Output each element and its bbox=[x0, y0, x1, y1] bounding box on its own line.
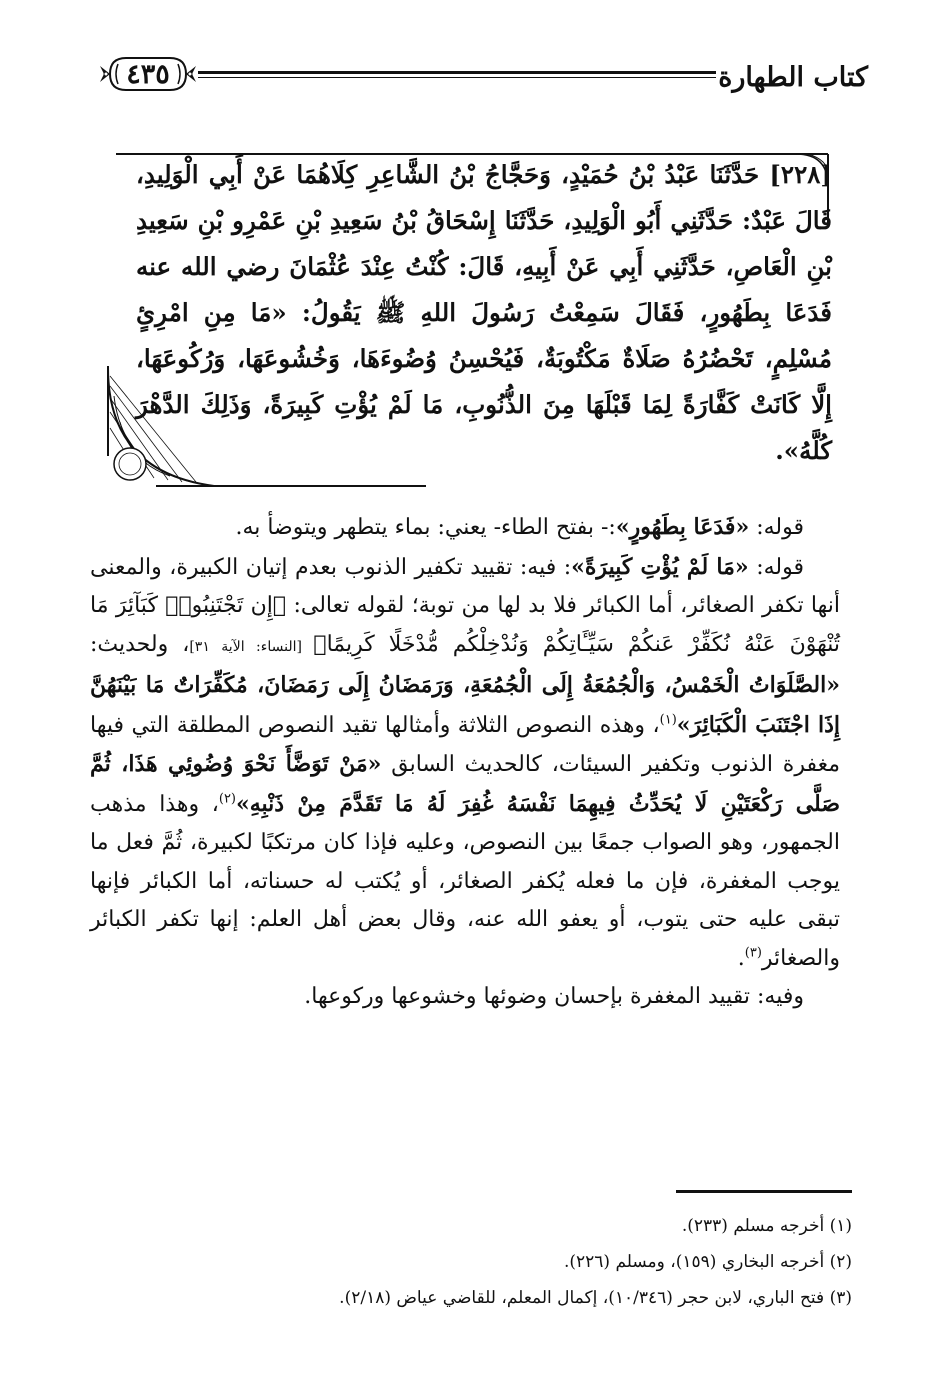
commentary-text: . bbox=[737, 945, 745, 971]
book-title: كتاب الطهارة bbox=[718, 62, 868, 93]
footnote-marker: (٢) bbox=[218, 791, 236, 807]
commentary-prefix: قوله: bbox=[749, 515, 804, 540]
hadith-quote: «مَنْ تَوَضَّأَ نَحْوَ وُضُوئِي هَذَا، ثُمَّ صَلَّى رَكْعَتَيْنِ لَا يُحَدِّثُ فِيهِمَا نَفْسَهُ غُفِرَ لَهُ مَا تَقَدَّمَ مِنْ ذَنْبِهِ» bbox=[90, 751, 840, 817]
hadith-body: حَدَّثَنَا عَبْدُ بْنُ حُمَيْدٍ، وَحَجَّاجُ بْنُ الشَّاعِرِ كِلَاهُمَا عَنْ أَبِي الْوَلِيدِ، قَالَ عَبْدٌ: حَدَّثَنِي أَبُو الْوَلِيدِ، حَدَّثَنَا إِسْحَاقُ بْنُ سَعِيدِ بْنِ عَمْرِو بْنِ سَعِيدِ بْنِ الْعَاصِ، حَدَّثَنِي أَبِي عَنْ أَبِيهِ، قَالَ: كُنْتُ عِنْدَ عُثْمَانَ رضي الله عنه فَدَعَا بِطَهُورٍ، فَقَالَ سَمِعْتُ رَسُولَ اللهِ ﷺ يَقُولُ: «مَا مِنِ امْرِئٍ مُسْلِمٍ، تَحْضُرُهُ صَلَاةٌ مَكْتُوبَةٌ، فَيُحْسِنُ وُضُوءَهَا، وَخُشُوعَهَا، وَرُكُوعَهَا، إِلَّا كَانَتْ كَفَّارَةً لِمَا قَبْلَهَا مِنَ الذُّنُوبِ، مَا لَمْ يُؤْتِ كَبِيرَةً، وَذَلِكَ الدَّهْرَ كُلَّهُ». bbox=[136, 160, 832, 465]
commentary-text: ، ولحديث: bbox=[90, 631, 190, 657]
header-rule bbox=[198, 71, 716, 74]
hadith-number: [٢٢٨] bbox=[769, 160, 832, 189]
quran-verse: ﴿إِن تَجْتَنِبُوا۟ كَبَآئِرَ مَا تُنْهَوْنَ عَنْهُ نُكَفِّرْ عَنكُمْ سَيِّـَٔاتِكُمْ وَنُدْخِلْكُم مُّدْخَلًا كَرِيمًا﴾ bbox=[90, 593, 840, 657]
commentary-paragraph-1 bbox=[90, 508, 840, 548]
footnotes bbox=[120, 1208, 852, 1316]
page-header bbox=[0, 0, 936, 110]
commentary-text: : فيه: تقييد تكفير الذنوب بعدم إتيان الكبيرة، والمعنى أنها تكفر الصغائر، أما الكبائر فلا بد لها من توبة؛ لقوله تعالى: bbox=[90, 554, 840, 618]
hadith-text bbox=[136, 152, 832, 474]
footnote-marker: (٣) bbox=[744, 945, 762, 961]
commentary-paragraph-2 bbox=[90, 548, 840, 979]
commentary-text: ، وهذه النصوص الثلاثة وأمثالها تقيد النصوص المطلقة التي فيها مغفرة الذنوب وتكفير السيئات، كالحديث السابق bbox=[90, 712, 840, 777]
footnote: (٣) فتح الباري، لابن حجر (١٠/٣٤٦)، إكمال المعلم، للقاضي عياض (٢/١٨). bbox=[339, 1288, 852, 1308]
commentary bbox=[90, 508, 840, 1017]
footnote-rule bbox=[676, 1190, 852, 1193]
quoted-phrase: «مَا لَمْ يُؤْتِ كَبِيرَةً» bbox=[571, 553, 749, 580]
commentary-text: ، وهذا مذهب الجمهور، وهو الصواب جمعًا بين النصوص، وعليه فإذا كان مرتكبًا لكبيرة، ثُمَّ فعل ما يوجب المغفرة، فإن ما فعله يُكفر الصغائر، أو يُكتب له حسناته، أما الكبائر فإنها تبقى عليه حتى يتوب، أو يعفو الله عنه، وقال بعض أهل العلم: إنها تكفر الكبائر والصغائر bbox=[90, 791, 840, 971]
footnote: (١) أخرجه مسلم (٢٣٣). bbox=[681, 1216, 852, 1236]
hadith-quote: «الصَّلَوَاتُ الْخَمْسُ، وَالْجُمُعَةُ إِلَى الْجُمُعَةِ، وَرَمَضَانُ إِلَى رَمَضَانَ، مُكَفِّرَاتٌ مَا بَيْنَهُنَّ إِذَا اجْتَنَبَ الْكَبَائِرَ» bbox=[90, 672, 841, 738]
header-rule-thin bbox=[198, 77, 716, 78]
commentary-prefix: قوله: bbox=[748, 554, 804, 580]
commentary-paragraph-3: وفيه: تقييد المغفرة بإحسان وضوئها وخشوعها وركوعها. bbox=[304, 984, 804, 1009]
quoted-phrase: «فَدَعَا بِطَهُورٍ» bbox=[615, 514, 750, 540]
page-number: ٤٣٥ bbox=[126, 58, 170, 90]
footnote-marker: (١) bbox=[659, 712, 677, 728]
commentary-text: :- بفتح الطاء- يعني: بماء يتطهر ويتوضأ به. bbox=[235, 515, 616, 540]
footnote: (٢) أخرجه البخاري (١٥٩)، ومسلم (٢٢٦). bbox=[563, 1252, 852, 1272]
page-number-badge bbox=[96, 52, 200, 96]
verse-reference: [النساء: الآية ٣١] bbox=[189, 638, 314, 655]
